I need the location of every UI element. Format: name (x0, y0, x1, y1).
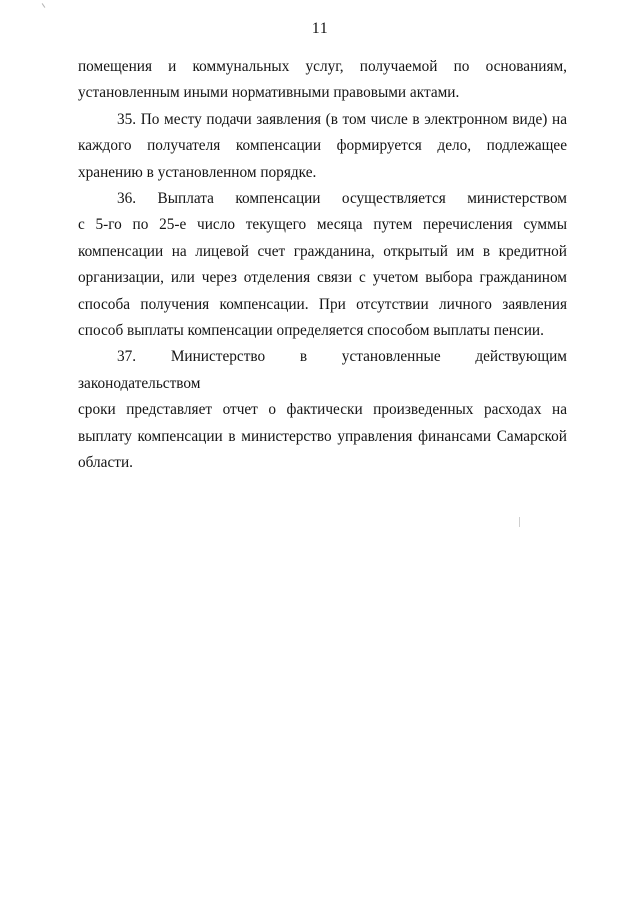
document-body (78, 54, 567, 477)
text-line: области. (78, 454, 133, 472)
text-line: 36. Выплата компенсации осуществляется министерством (117, 190, 567, 208)
scan-artifact-mark (519, 517, 520, 527)
text-line: компенсации на лицевой счет гражданина, открытый им в кредитной (78, 242, 567, 260)
paragraph-35 (78, 107, 567, 186)
text-line: способ выплаты компенсации определяется способом выплаты пенсии. (78, 322, 544, 340)
text-line: выплату компенсации в министерство управления финансами Самарской (78, 427, 567, 445)
text-line: установленным иными нормативными правовыми актами. (78, 84, 460, 102)
scan-artifact-mark (42, 3, 46, 8)
text-line: организации, или через отделения связи с учетом выбора гражданином (78, 269, 567, 287)
paragraph-34-continuation (78, 54, 567, 107)
paragraph-36 (78, 186, 567, 344)
text-line: с 5-го по 25-е число текущего месяца путем перечисления суммы (78, 216, 567, 234)
text-line: хранению в установленном порядке. (78, 163, 317, 181)
page-number: 11 (311, 20, 329, 37)
text-line: сроки представляет отчет о фактически произведенных расходах на (78, 401, 567, 419)
text-line: способа получения компенсации. При отсутствии личного заявления (78, 295, 567, 313)
text-line: 37. Министерство в установленные действующим законодательством (78, 348, 567, 392)
paragraph-37 (78, 344, 567, 476)
text-line: каждого получателя компенсации формируется дело, подлежащее (78, 137, 567, 155)
text-line: 35. По месту подачи заявления (в том числе в электронном виде) на (117, 110, 567, 128)
text-line: помещения и коммунальных услуг, получаемой по основаниям, (78, 58, 567, 75)
